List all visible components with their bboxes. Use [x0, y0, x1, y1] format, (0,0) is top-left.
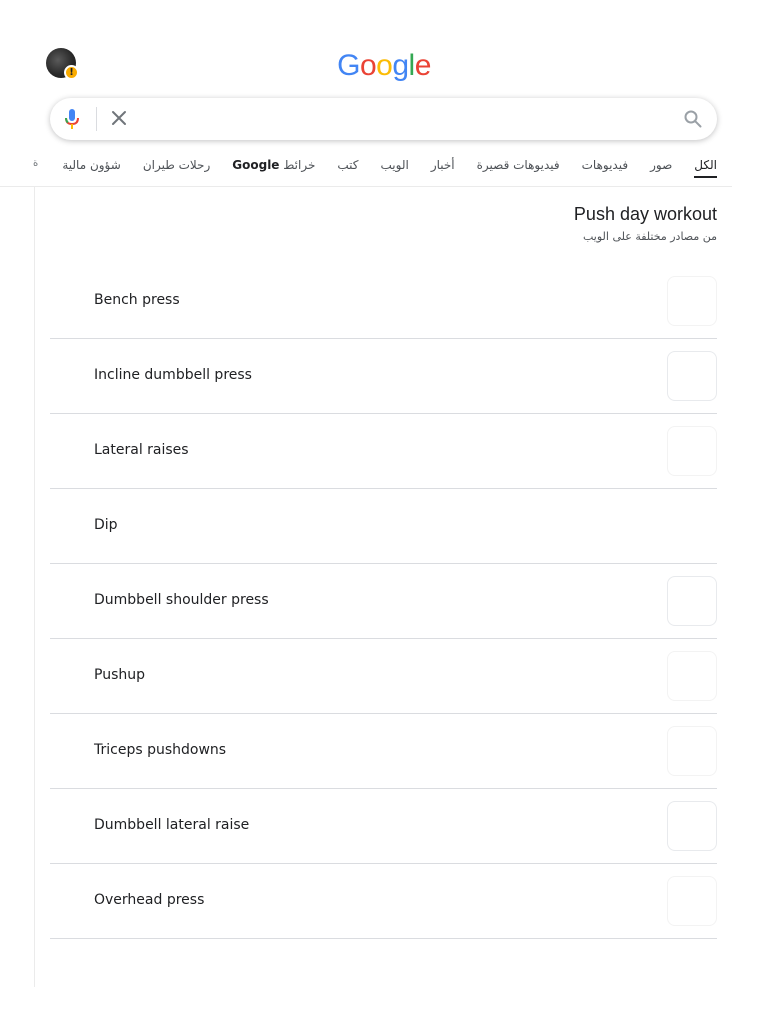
search-divider [96, 107, 97, 131]
list-item[interactable] [50, 489, 717, 564]
thumbnail-image[interactable] [667, 276, 717, 326]
list-item[interactable] [50, 789, 717, 864]
thumbnail-image[interactable] [667, 801, 717, 851]
tab-item[interactable]: أخبار [430, 158, 455, 172]
search-tabs [0, 150, 732, 187]
logo-letter: o [359, 49, 377, 82]
tab-item[interactable]: فيديوهات [581, 158, 629, 172]
tab-item[interactable]: الكل [694, 158, 717, 178]
list-item-label: Lateral raises [94, 442, 189, 458]
search-input[interactable] [138, 106, 662, 134]
microphone-icon[interactable] [64, 108, 80, 130]
logo-letter: o [376, 49, 393, 82]
google-logo[interactable] [0, 48, 768, 84]
list-item-label: Triceps pushdowns [94, 742, 227, 758]
list-item-label: Bench press [94, 292, 180, 308]
logo-letter: g [392, 49, 409, 82]
column-divider [34, 187, 35, 987]
logo-letter: l [408, 49, 415, 82]
list-item[interactable] [50, 714, 717, 789]
list-item[interactable] [50, 639, 717, 714]
list-item[interactable] [50, 264, 717, 339]
list-item-label: Dumbbell lateral raise [94, 817, 250, 833]
thumbnail-image[interactable] [667, 426, 717, 476]
list-item-label: Dip [94, 517, 118, 533]
tab-item[interactable]: الويب [380, 158, 409, 172]
list-item[interactable] [50, 339, 717, 414]
list-item-label: Pushup [94, 667, 145, 683]
exercise-list [50, 264, 717, 939]
tab-item[interactable]: صور [650, 158, 673, 172]
list-item-label: Overhead press [94, 892, 205, 908]
thumbnail-image[interactable] [667, 501, 717, 551]
thumbnail-image[interactable] [667, 351, 717, 401]
list-item[interactable] [50, 414, 717, 489]
thumbnail-image[interactable] [667, 726, 717, 776]
tab-label: خرائط [279, 158, 316, 172]
list-item-label: Incline dumbbell press [94, 367, 252, 383]
list-item[interactable] [50, 864, 717, 939]
warning-badge-icon: ! [64, 65, 79, 80]
tab-overflow[interactable]: ة [33, 158, 39, 169]
logo-letter: G [337, 49, 360, 82]
search-bar [50, 98, 717, 140]
clear-icon[interactable] [110, 109, 128, 127]
tab-label-brand: Google [232, 158, 280, 172]
tab-item[interactable]: كتب [337, 158, 359, 172]
thumbnail-image[interactable] [667, 576, 717, 626]
tab-item[interactable]: رحلات طيران [142, 158, 211, 172]
tab-item[interactable]: فيديوهات قصيرة [476, 158, 560, 172]
list-item[interactable] [50, 564, 717, 639]
result-subtitle: من مصادر مختلفة على الويب [583, 230, 717, 243]
thumbnail-image[interactable] [667, 876, 717, 926]
thumbnail-image[interactable] [667, 651, 717, 701]
search-icon[interactable] [683, 109, 703, 129]
result-title: Push day workout [573, 204, 717, 224]
list-item-label: Dumbbell shoulder press [94, 592, 269, 608]
tab-item[interactable] [232, 158, 315, 178]
logo-letter: e [414, 49, 431, 82]
tab-item[interactable]: شؤون مالية [62, 158, 121, 172]
